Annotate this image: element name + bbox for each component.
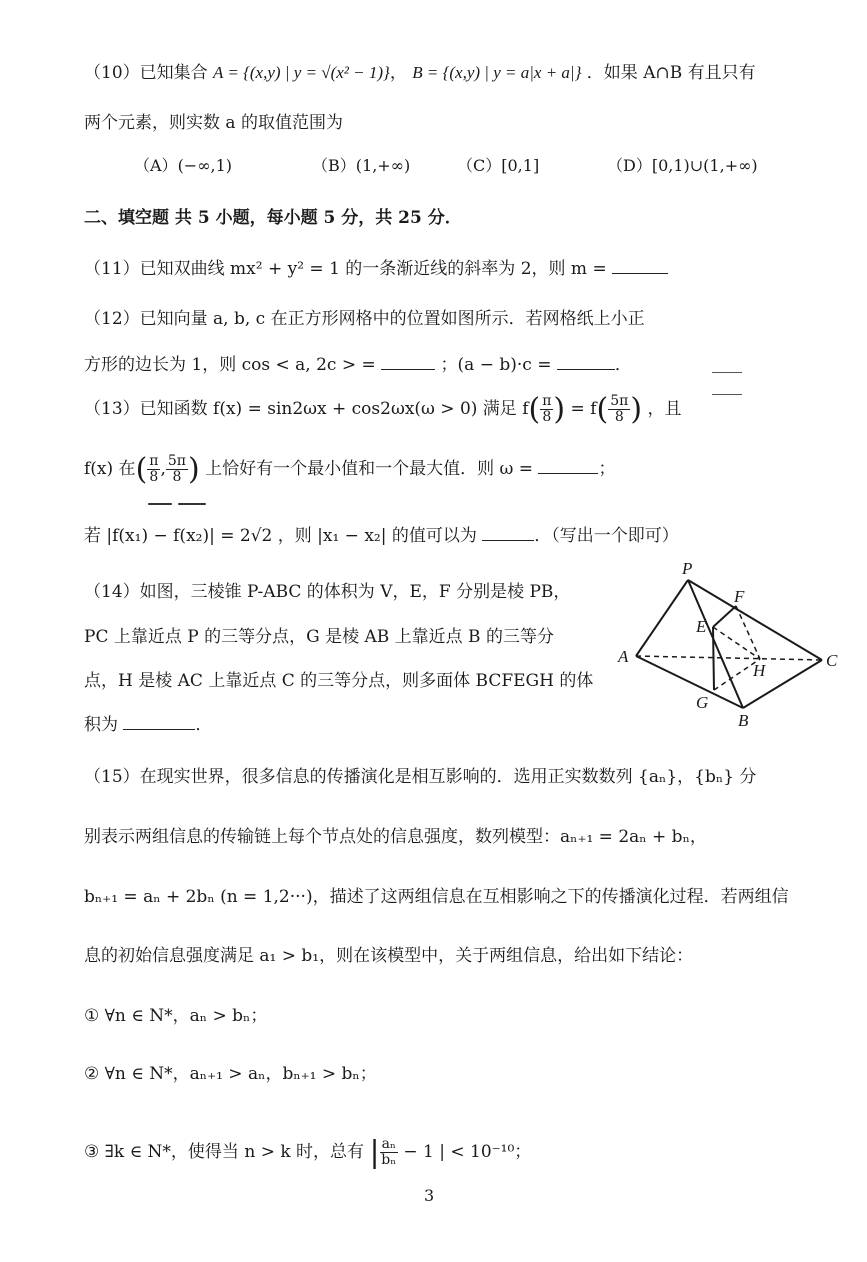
edge-eg xyxy=(713,627,714,690)
edge-fh-hidden xyxy=(736,606,760,659)
paren-left: ( xyxy=(528,392,541,427)
label-f: F xyxy=(734,587,745,606)
q13-answer-blank-2 xyxy=(482,540,534,541)
option-label: （C） xyxy=(457,156,502,175)
q13-answer-blank-1 xyxy=(538,473,598,474)
frac-num: 5π xyxy=(610,393,629,409)
page-number: 3 xyxy=(424,1186,435,1205)
q15-conclusion-1: ① ∀n ∈ N*，aₙ > bₙ； xyxy=(84,1006,268,1026)
label-c: C xyxy=(826,651,838,670)
q11-text: （11）已知双曲线 mx² + y² = 1 的一条渐近线的斜率为 2，则 m = xyxy=(84,259,607,279)
edge-pa xyxy=(636,580,688,656)
option-label: （D） xyxy=(607,156,652,175)
q14-line2: PC 上靠近点 P 的三等分点，G 是棱 AB 上靠近点 B 的三等分 xyxy=(84,627,554,647)
q13-mid: = f xyxy=(570,399,597,419)
q10-line1: （10）已知集合 A = {(x,y) | y = √(x² − 1)}， B = {(x,y) | y = a|x + a|} ．如果 A∩B 有且只有 xyxy=(84,63,756,83)
edge-ab xyxy=(636,656,743,708)
frac-den: 8 xyxy=(149,469,159,485)
q12-part-a: 方形的边长为 1，则 cos < a, 2c > = xyxy=(84,355,376,375)
q10-option-c xyxy=(457,153,539,176)
q10-set-b: B = {(x,y) | y = a|x + a|} xyxy=(412,63,582,82)
frac-num: 5π xyxy=(167,453,186,469)
frac-den: bₙ xyxy=(381,1152,397,1168)
q10-set-a: A = {(x,y) | y = √(x² − 1)} xyxy=(213,63,390,82)
pyramid-figure xyxy=(610,560,850,730)
q10-option-d xyxy=(607,153,758,176)
q10-suffix: ．如果 A∩B 有且只有 xyxy=(586,63,756,83)
q15-line1: （15）在现实世界，很多信息的传播演化是相互影响的．选用正实数数列 {aₙ}，{bₙ} 分 xyxy=(84,767,757,787)
q14-line3: 点，H 是棱 AC 上靠近点 C 的三等分点，则多面体 BCFEGH 的体 xyxy=(84,671,594,691)
q12-line1: （12）已知向量 a, b, c 在正方形网格中的位置如图所示．若网格纸上小正 xyxy=(84,309,645,329)
q12-answer-blank-1 xyxy=(381,369,435,370)
handwritten-underline xyxy=(148,503,172,505)
q12-part-b: ；(a − b)·c = xyxy=(440,355,552,375)
q10-option-a xyxy=(134,153,232,176)
label-p: P xyxy=(682,560,693,578)
q13-line1 xyxy=(84,392,681,427)
frac-den: 8 xyxy=(614,409,624,425)
grid-fragment xyxy=(712,394,742,395)
q13-line2-suffix: 上恰好有一个最小值和一个最大值．则 ω = xyxy=(205,459,534,479)
q10-line2: 两个元素，则实数 a 的取值范围为 xyxy=(84,113,343,133)
option-value: (1,+∞) xyxy=(355,156,411,175)
q14-answer-blank xyxy=(123,729,195,730)
q13-line2-end: ； xyxy=(598,459,616,479)
paren-right: ) xyxy=(630,392,643,427)
abs-bar-left: | xyxy=(369,1135,380,1170)
label-g: G xyxy=(696,693,709,712)
frac-num: aₙ xyxy=(381,1136,396,1152)
q13-suffix: ，且 xyxy=(647,399,682,419)
q13-interval-upper xyxy=(166,454,188,485)
q13-frac-2 xyxy=(608,394,630,425)
option-label: （B） xyxy=(312,156,356,175)
paren-left: ( xyxy=(596,392,609,427)
q15-conclusion-3 xyxy=(84,1135,531,1170)
q12-end: ． xyxy=(614,355,632,375)
label-a: A xyxy=(618,647,629,666)
q15-c3-suffix: − 1 | < 10⁻¹⁰； xyxy=(403,1142,532,1162)
label-h: H xyxy=(753,661,766,680)
q15-line4: 息的初始信息强度满足 a₁ > b₁，则在该模型中，关于两组信息，给出如下结论： xyxy=(84,946,694,966)
q15-line2: 别表示两组信息的传输链上每个节点处的信息强度，数列模型：aₙ₊₁ = 2aₙ + bₙ， xyxy=(84,827,707,847)
q14-line4-end: ． xyxy=(195,715,213,735)
label-e: E xyxy=(696,617,707,636)
q13-line3-prefix: 若 |f(x₁) − f(x₂)| = 2√2 ，则 |x₁ − x₂| 的值可以为 xyxy=(84,526,477,546)
q13-prefix: （13）已知函数 f(x) = sin2ωx + cos2ωx(ω > 0) 满足 f xyxy=(84,399,529,419)
q15-c3-prefix: ③ ∃k ∈ N*，使得当 n > k 时，总有 xyxy=(84,1142,365,1162)
section-heading: 二、填空题 共 5 小题，每小题 5 分，共 25 分． xyxy=(84,208,462,228)
frac-num: π xyxy=(542,393,552,409)
q10-prefix: （10）已知集合 xyxy=(84,63,208,83)
grid-fragment xyxy=(712,372,742,373)
q15-ratio xyxy=(380,1137,398,1168)
q11-answer-blank xyxy=(612,273,668,274)
label-b: B xyxy=(738,711,749,730)
q10-option-b xyxy=(312,153,410,176)
q12-line2 xyxy=(84,350,632,375)
frac-num: π xyxy=(149,453,159,469)
paren-right: ) xyxy=(553,392,566,427)
q12-answer-blank-2 xyxy=(557,369,615,370)
q13-line3-suffix: ．（写出一个即可） xyxy=(534,526,679,546)
q15-conclusion-2: ② ∀n ∈ N*，aₙ₊₁ > aₙ，bₙ₊₁ > bₙ； xyxy=(84,1064,377,1084)
option-value: [0,1] xyxy=(501,156,540,175)
q15-line3: bₙ₊₁ = aₙ + 2bₙ (n = 1,2···)，描述了这两组信息在互相影响之下的传播演化过程．若两组信 xyxy=(84,887,789,907)
option-value: (−∞,1) xyxy=(177,156,233,175)
q13-line3 xyxy=(84,521,679,546)
q13-interval-lower xyxy=(147,454,160,485)
q13-line2-prefix: f(x) 在 xyxy=(84,459,136,479)
q13-frac-1 xyxy=(540,394,553,425)
option-label: （A） xyxy=(134,156,178,175)
frac-den: 8 xyxy=(172,469,182,485)
q13-line2: f(x) 在( $\frac{\pi}{8}$ , $\frac{5\pi}{8}$ ) 上恰好有一个最小值和一个最大值．则 ω = ； xyxy=(84,452,616,487)
edge-ac-hidden xyxy=(636,656,822,660)
q11-line xyxy=(84,254,668,279)
handwritten-underline xyxy=(178,503,206,505)
paren-left: ( xyxy=(135,452,148,487)
edge-ef xyxy=(713,606,736,627)
paren-right: ) xyxy=(188,452,200,487)
q14-line4 xyxy=(84,710,212,735)
frac-den: 8 xyxy=(542,409,552,425)
option-value: [0,1)∪(1,+∞) xyxy=(651,156,758,175)
q14-line1: （14）如图，三棱锥 P-ABC 的体积为 V，E，F 分别是棱 PB， xyxy=(84,582,571,602)
q14-line4-text: 积为 xyxy=(84,715,118,735)
